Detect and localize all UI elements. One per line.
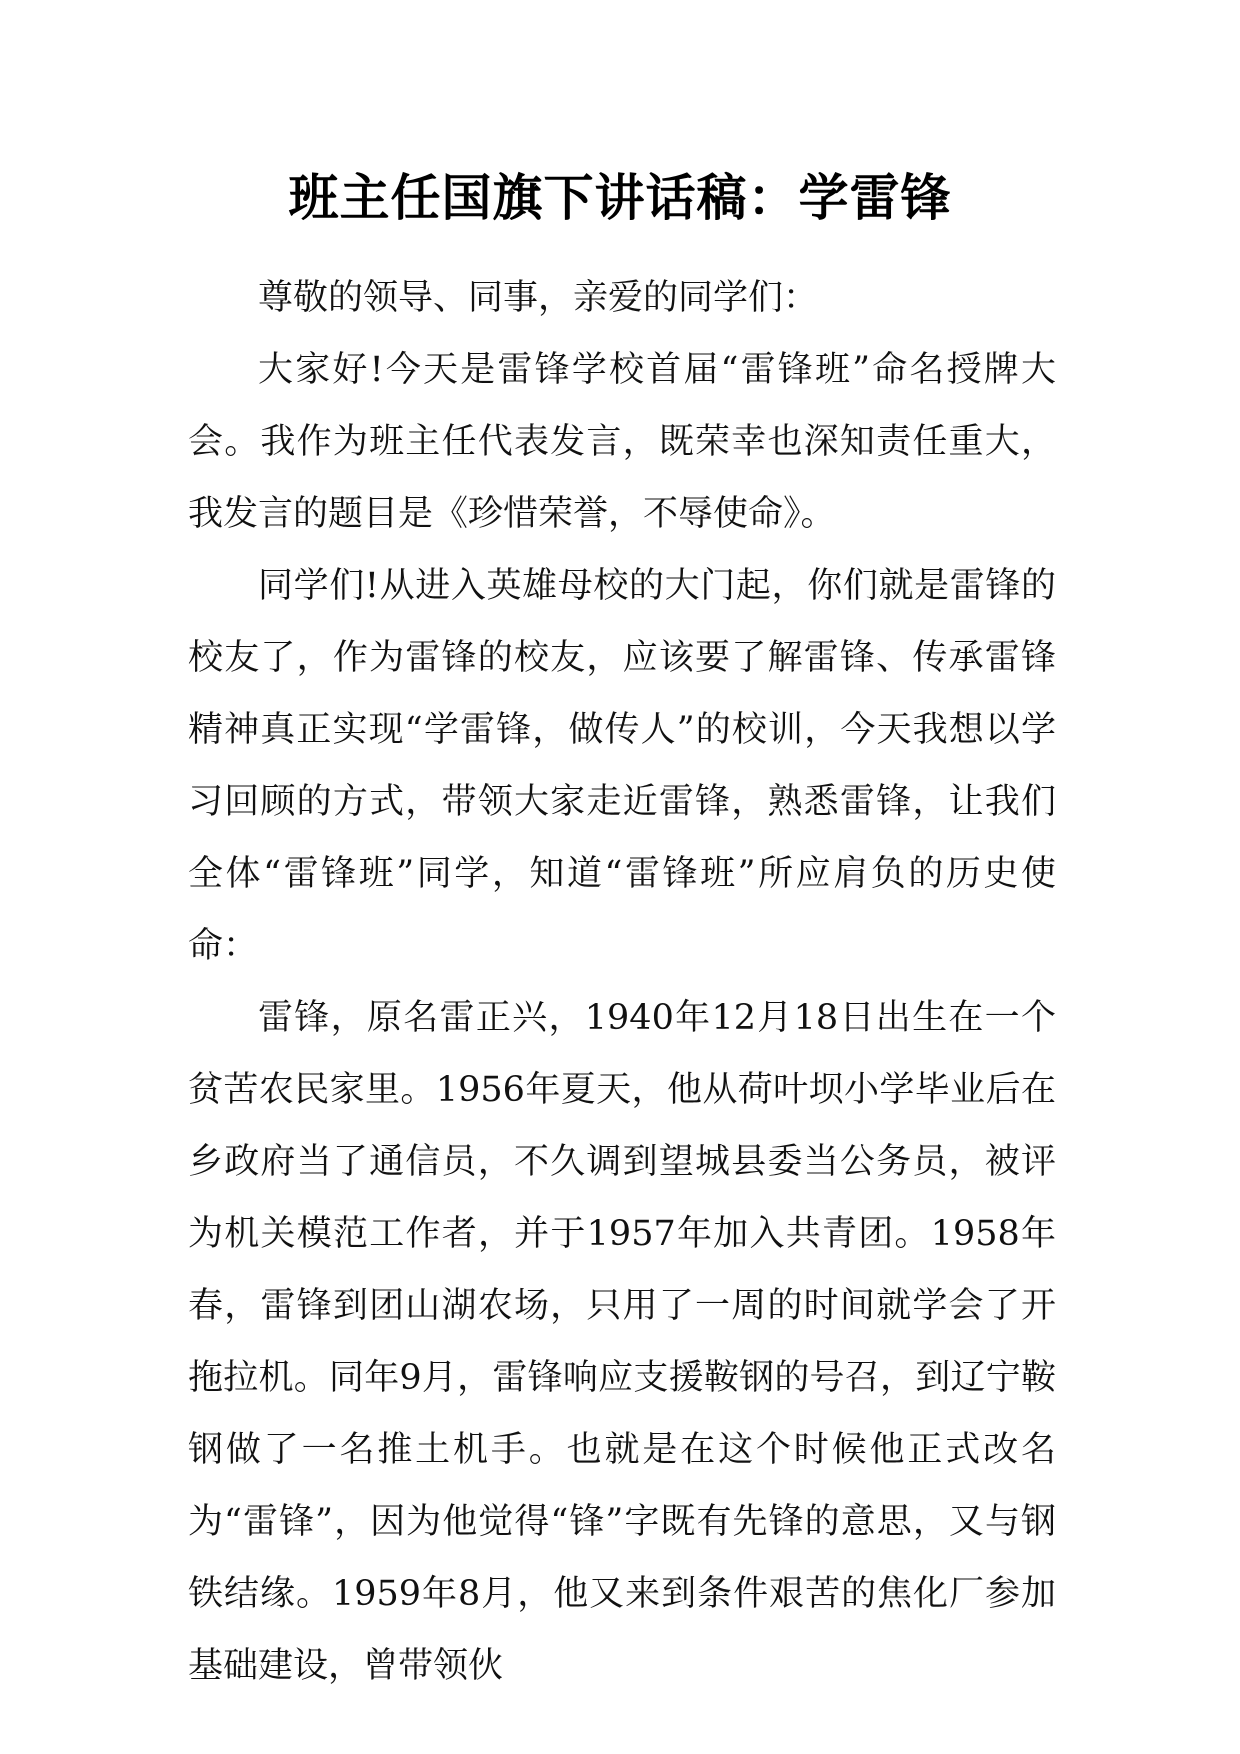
paragraph-biography: 雷锋，原名雷正兴，1940年12月18日出生在一个贫苦农民家里。1956年夏天，他从荷叶坝小学毕业后在乡政府当了通信员，不久调到望城县委当公务员，被评为机关模范工作者，并于1957年加入共青团。1958年春，雷锋到团山湖农场，只用了一周的时间就学会了开拖拉机。同年9月，雷锋响应支援鞍钢的号召，到辽宁鞍钢做了一名推土机手。也就是在这个时候他正式改名为“雷锋”，因为他觉得“锋”字既有先锋的意思，又与钢铁结缘。1959年8月，他又来到条件艰苦的焦化厂参加基础建设，曾带领伙: [188, 998, 1056, 1686]
document-title: 班主任国旗下讲话稿：学雷锋: [288, 169, 952, 227]
paragraph-salutation: 尊敬的领导、同事，亲爱的同学们：: [258, 278, 819, 318]
paragraph-intro: 同学们!从进入英雄母校的大门起，你们就是雷锋的校友了，作为雷锋的校友，应该要了解雷锋、传承雷锋精神真正实现“学雷锋，做传人”的校训，今天我想以学习回顾的方式，带领大家走近雷锋，熟悉雷锋，让我们全体“雷锋班”同学，知道“雷锋班”所应肩负的历史使命：: [188, 566, 1056, 966]
paragraph-opening: 大家好!今天是雷锋学校首届“雷锋班”命名授牌大会。我作为班主任代表发言，既荣幸也深知责任重大，我发言的题目是《珍惜荣誉，不辱使命》。: [188, 350, 1056, 534]
document-body: [188, 262, 1056, 1702]
